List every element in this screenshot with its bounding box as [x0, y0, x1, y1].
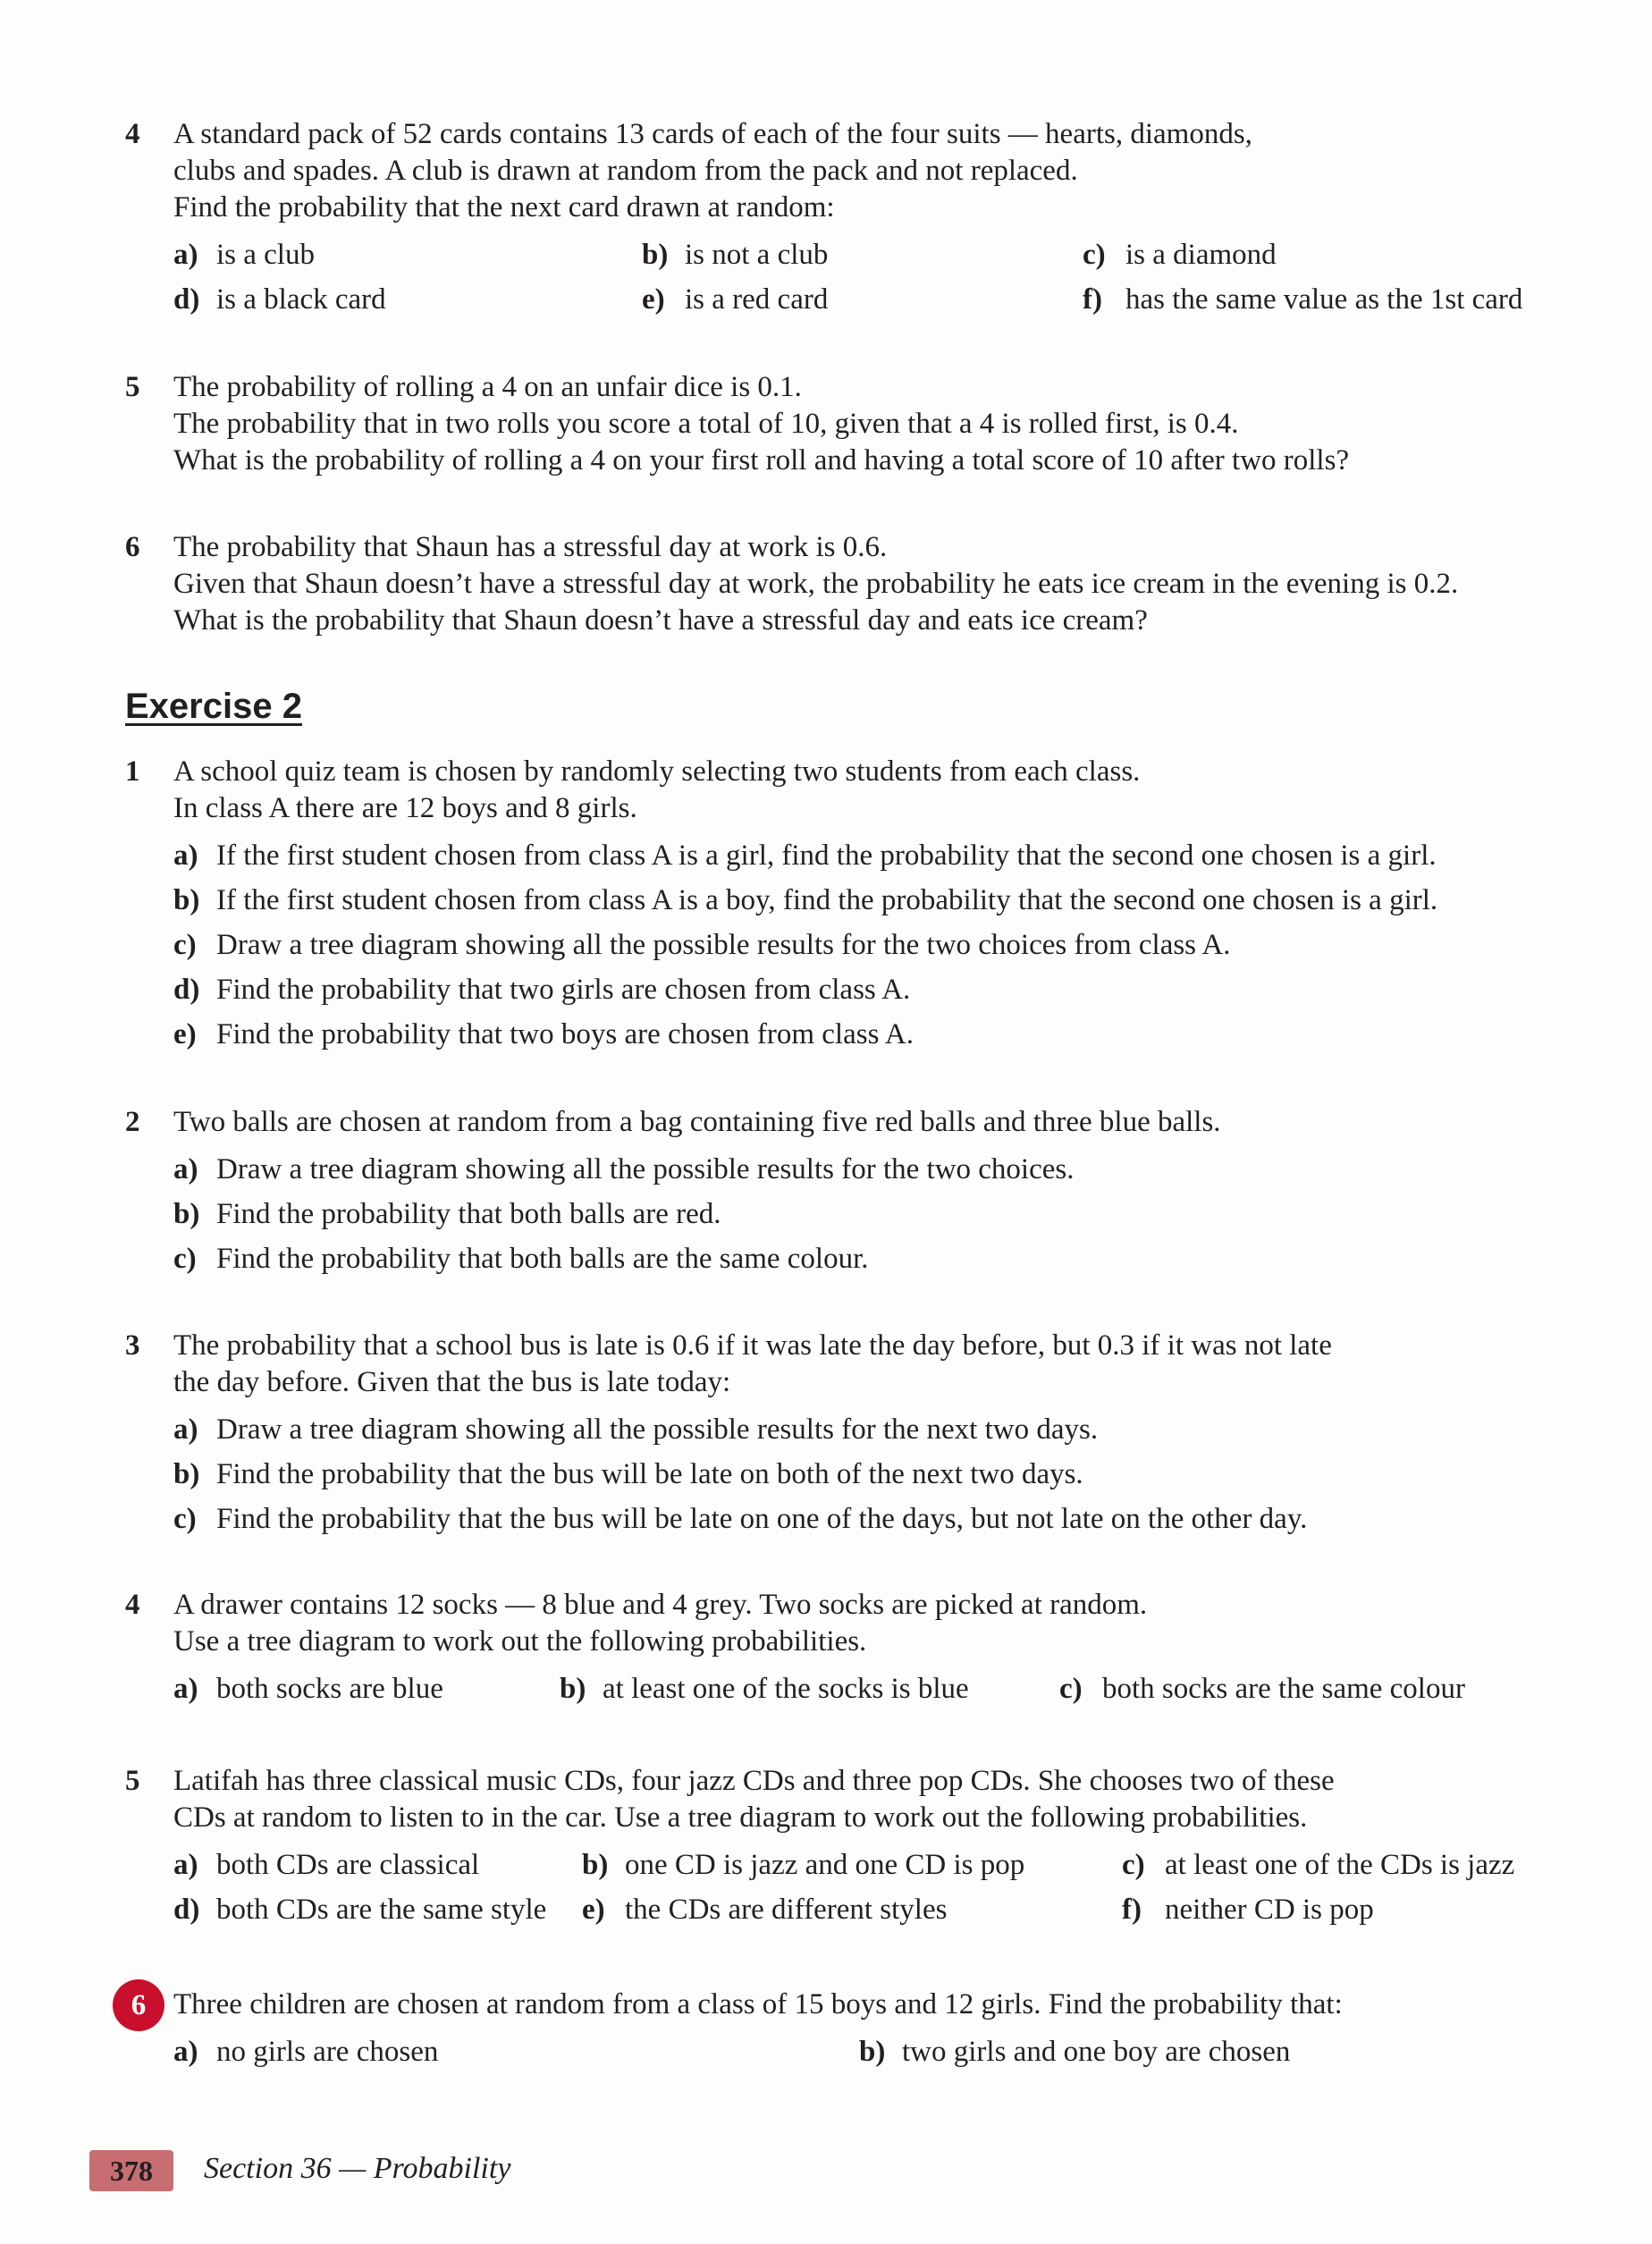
question-part: a) Draw a tree diagram showing all the possible results for the two choices.: [173, 1153, 1075, 1185]
question-text: A school quiz team is chosen by randomly selecting two students from each class.: [173, 755, 1141, 788]
question-part: d) is a black card: [173, 283, 386, 316]
question-text: What is the probability that Shaun doesn’t have a stressful day and eats ice cream?: [173, 604, 1148, 637]
question-text: Two balls are chosen at random from a bag containing five red balls and three blue balls.: [173, 1106, 1221, 1138]
question-number: 2: [125, 1106, 140, 1138]
question-part: c) Find the probability that the bus will be late on one of the days, but not late on the other day.: [173, 1503, 1308, 1535]
question-text: Latifah has three classical music CDs, four jazz CDs and three pop CDs. She chooses two of these: [173, 1765, 1335, 1797]
question-number: 4: [125, 1589, 140, 1621]
question-part: f) neither CD is pop: [1122, 1894, 1374, 1926]
question-part: d) both CDs are the same style: [173, 1894, 547, 1926]
page-footer: [89, 2150, 894, 2195]
question-part: b) at least one of the socks is blue: [560, 1673, 969, 1705]
question-text: What is the probability of rolling a 4 on your first roll and having a total score of 10 after two rolls?: [173, 444, 1350, 477]
question-part: a) both CDs are classical: [173, 1849, 480, 1881]
exercise-heading: Exercise 2: [125, 687, 302, 726]
question-number: 5: [125, 1765, 140, 1797]
challenge-question-number: 6: [113, 1979, 164, 2031]
question-part: a) no girls are chosen: [173, 2036, 439, 2068]
question-text: the day before. Given that the bus is late today:: [173, 1366, 731, 1398]
question-part: e) Find the probability that two boys are chosen from class A.: [173, 1018, 914, 1050]
question-number: 6: [125, 531, 140, 563]
question-text: Three children are chosen at random from a class of 15 boys and 12 girls. Find the probability that:: [173, 1988, 1343, 2020]
question-number: 3: [125, 1329, 140, 1362]
question-part: a) Draw a tree diagram showing all the possible results for the next two days.: [173, 1413, 1099, 1446]
page-number: 378: [89, 2150, 173, 2191]
question-text: Use a tree diagram to work out the following probabilities.: [173, 1625, 867, 1658]
question-part: f) has the same value as the 1st card: [1083, 283, 1523, 316]
question-part: c) Draw a tree diagram showing all the possible results for the two choices from class A.: [173, 929, 1231, 961]
question-part: b) two girls and one boy are chosen: [859, 2036, 1291, 2068]
question-part: a) If the first student chosen from class A is a girl, find the probability that the second one chosen is a girl.: [173, 839, 1437, 872]
question-part: b) Find the probability that the bus will be late on both of the next two days.: [173, 1458, 1083, 1490]
question-part: c) at least one of the CDs is jazz: [1122, 1849, 1515, 1881]
question-text: CDs at random to listen to in the car. Use a tree diagram to work out the following probabilities.: [173, 1801, 1308, 1834]
question-part: c) is a diamond: [1083, 239, 1277, 271]
question-text: In class A there are 12 boys and 8 girls.: [173, 792, 637, 824]
question-number: 4: [125, 118, 140, 150]
question-part: b) is not a club: [642, 239, 829, 271]
question-text: The probability that a school bus is late is 0.6 if it was late the day before, but 0.3 if it was not late: [173, 1329, 1332, 1362]
question-part: e) the CDs are different styles: [582, 1894, 948, 1926]
question-part: d) Find the probability that two girls are chosen from class A.: [173, 974, 911, 1006]
question-part: a) is a club: [173, 239, 315, 271]
question-text: A standard pack of 52 cards contains 13 cards of each of the four suits — hearts, diamonds,: [173, 118, 1252, 150]
question-part: c) Find the probability that both balls are the same colour.: [173, 1243, 869, 1275]
question-part: b) one CD is jazz and one CD is pop: [582, 1849, 1025, 1881]
question-part: b) Find the probability that both balls are red.: [173, 1198, 721, 1230]
question-part: e) is a red card: [642, 283, 829, 316]
question-part: a) both socks are blue: [173, 1673, 443, 1705]
question-text: The probability of rolling a 4 on an unfair dice is 0.1.: [173, 371, 802, 403]
section-title: Section 36 — Probability: [204, 2152, 511, 2185]
question-text: Find the probability that the next card drawn at random:: [173, 191, 835, 224]
question-text: The probability that Shaun has a stressful day at work is 0.6.: [173, 531, 888, 563]
question-number: 1: [125, 755, 140, 788]
question-text: The probability that in two rolls you score a total of 10, given that a 4 is rolled first, is 0.4.: [173, 408, 1239, 440]
question-text: Given that Shaun doesn’t have a stressful day at work, the probability he eats ice cream in the evening is 0.2.: [173, 568, 1459, 600]
question-text: A drawer contains 12 socks — 8 blue and 4 grey. Two socks are picked at random.: [173, 1589, 1148, 1621]
question-part: c) both socks are the same colour: [1059, 1673, 1465, 1705]
question-number: 5: [125, 371, 140, 403]
question-text: clubs and spades. A club is drawn at random from the pack and not replaced.: [173, 155, 1078, 187]
question-part: b) If the first student chosen from class A is a boy, find the probability that the second one chosen is a girl.: [173, 884, 1438, 916]
